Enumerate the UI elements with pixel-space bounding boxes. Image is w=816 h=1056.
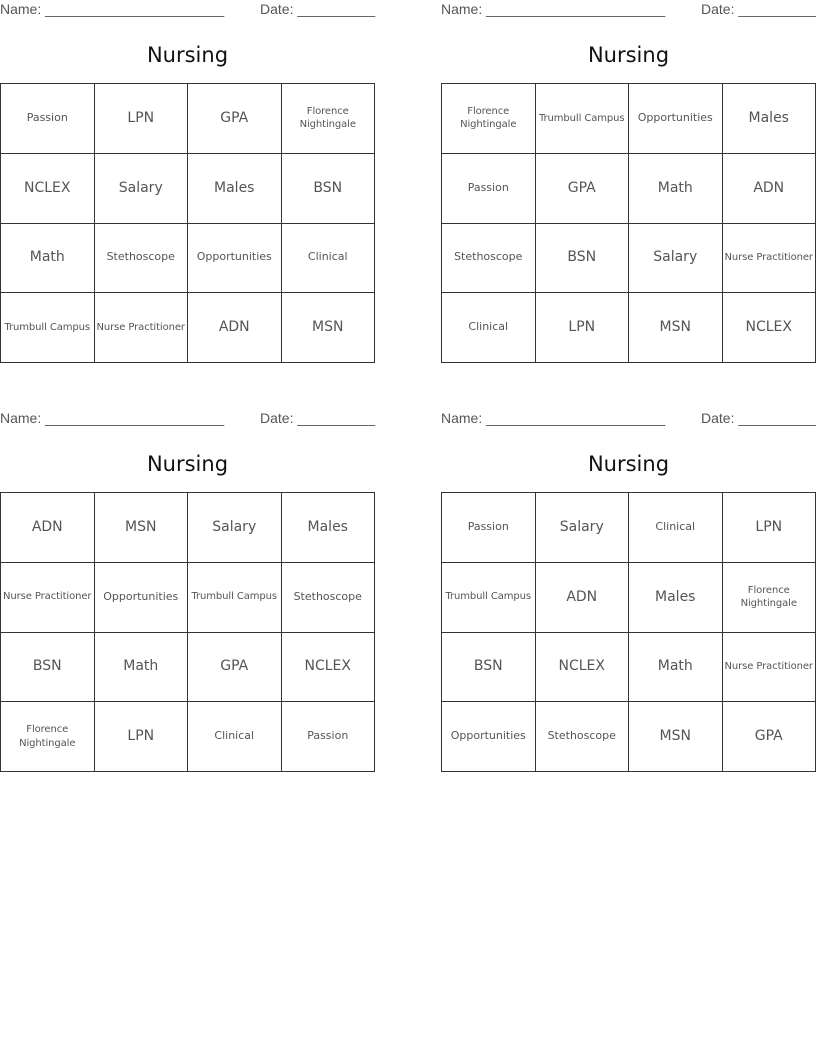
bingo-cell: MSN: [282, 293, 376, 363]
date-line: Date: __________: [260, 410, 376, 426]
bingo-cell: Salary: [95, 154, 189, 224]
bingo-cell: Nurse Practitioner: [95, 293, 189, 363]
bingo-cell: ADN: [723, 154, 816, 224]
bingo-cell: Math: [629, 154, 723, 224]
bingo-cell: Males: [723, 84, 816, 154]
bingo-cell: GPA: [723, 702, 816, 772]
bingo-cell: Clinical: [442, 293, 536, 363]
bingo-cell: Math: [629, 633, 723, 703]
bingo-grid: [441, 83, 816, 363]
bingo-grid: [0, 83, 375, 363]
bingo-cell: GPA: [536, 154, 630, 224]
bingo-cell: Opportunities: [188, 224, 282, 294]
bingo-cell: Stethoscope: [95, 224, 189, 294]
bingo-cell: Salary: [536, 493, 630, 563]
bingo-cell: Males: [188, 154, 282, 224]
bingo-card-3: [0, 409, 375, 781]
bingo-cell: Nurse Practitioner: [723, 633, 816, 703]
bingo-cell: Nurse Practitioner: [723, 224, 816, 294]
bingo-cell: Florence Nightingale: [282, 84, 376, 154]
bingo-cell: Salary: [188, 493, 282, 563]
name-line: Name: _______________________: [441, 1, 666, 17]
bingo-cell: LPN: [95, 702, 189, 772]
name-line: Name: _______________________: [0, 1, 225, 17]
bingo-cell: MSN: [629, 702, 723, 772]
bingo-cell: ADN: [1, 493, 95, 563]
bingo-cell: NCLEX: [723, 293, 816, 363]
bingo-cell: Clinical: [188, 702, 282, 772]
bingo-cell: Salary: [629, 224, 723, 294]
bingo-cell: Trumbull Campus: [442, 563, 536, 633]
bingo-cell: Trumbull Campus: [188, 563, 282, 633]
name-line: Name: _______________________: [441, 410, 666, 426]
bingo-cell: Florence Nightingale: [723, 563, 816, 633]
bingo-cell: ADN: [536, 563, 630, 633]
bingo-cell: MSN: [629, 293, 723, 363]
bingo-cell: Stethoscope: [536, 702, 630, 772]
bingo-cell: Passion: [442, 493, 536, 563]
bingo-cell: Trumbull Campus: [1, 293, 95, 363]
bingo-cell: LPN: [536, 293, 630, 363]
bingo-cell: Math: [1, 224, 95, 294]
bingo-cell: NCLEX: [1, 154, 95, 224]
card-title: Nursing: [146, 43, 229, 67]
bingo-cell: Clinical: [629, 493, 723, 563]
bingo-cell: LPN: [95, 84, 189, 154]
bingo-cell: Passion: [1, 84, 95, 154]
bingo-cell: Opportunities: [95, 563, 189, 633]
card-title: Nursing: [587, 43, 670, 67]
bingo-cell: GPA: [188, 633, 282, 703]
bingo-cell: MSN: [95, 493, 189, 563]
bingo-cell: Florence Nightingale: [442, 84, 536, 154]
date-line: Date: __________: [260, 1, 376, 17]
bingo-cell: Stethoscope: [282, 563, 376, 633]
bingo-cell: BSN: [1, 633, 95, 703]
bingo-card-1: [0, 0, 375, 372]
bingo-cell: Florence Nightingale: [1, 702, 95, 772]
bingo-cell: Opportunities: [629, 84, 723, 154]
bingo-cell: Trumbull Campus: [536, 84, 630, 154]
bingo-cell: BSN: [282, 154, 376, 224]
card-title: Nursing: [587, 452, 670, 476]
bingo-card-4: [441, 409, 816, 781]
date-line: Date: __________: [701, 410, 816, 426]
bingo-grid: [0, 492, 375, 772]
bingo-cell: Clinical: [282, 224, 376, 294]
bingo-cell: Passion: [442, 154, 536, 224]
bingo-card-2: [441, 0, 816, 372]
bingo-grid: [441, 492, 816, 772]
bingo-cell: Stethoscope: [442, 224, 536, 294]
bingo-cell: Opportunities: [442, 702, 536, 772]
bingo-cell: Males: [629, 563, 723, 633]
bingo-cell: BSN: [442, 633, 536, 703]
bingo-cell: NCLEX: [536, 633, 630, 703]
name-line: Name: _______________________: [0, 410, 225, 426]
bingo-cell: BSN: [536, 224, 630, 294]
bingo-cell: Nurse Practitioner: [1, 563, 95, 633]
bingo-cell: Passion: [282, 702, 376, 772]
bingo-cell: NCLEX: [282, 633, 376, 703]
bingo-cell: GPA: [188, 84, 282, 154]
bingo-cell: LPN: [723, 493, 816, 563]
bingo-cell: Males: [282, 493, 376, 563]
bingo-cell: Math: [95, 633, 189, 703]
card-title: Nursing: [146, 452, 229, 476]
bingo-cell: ADN: [188, 293, 282, 363]
date-line: Date: __________: [701, 1, 816, 17]
